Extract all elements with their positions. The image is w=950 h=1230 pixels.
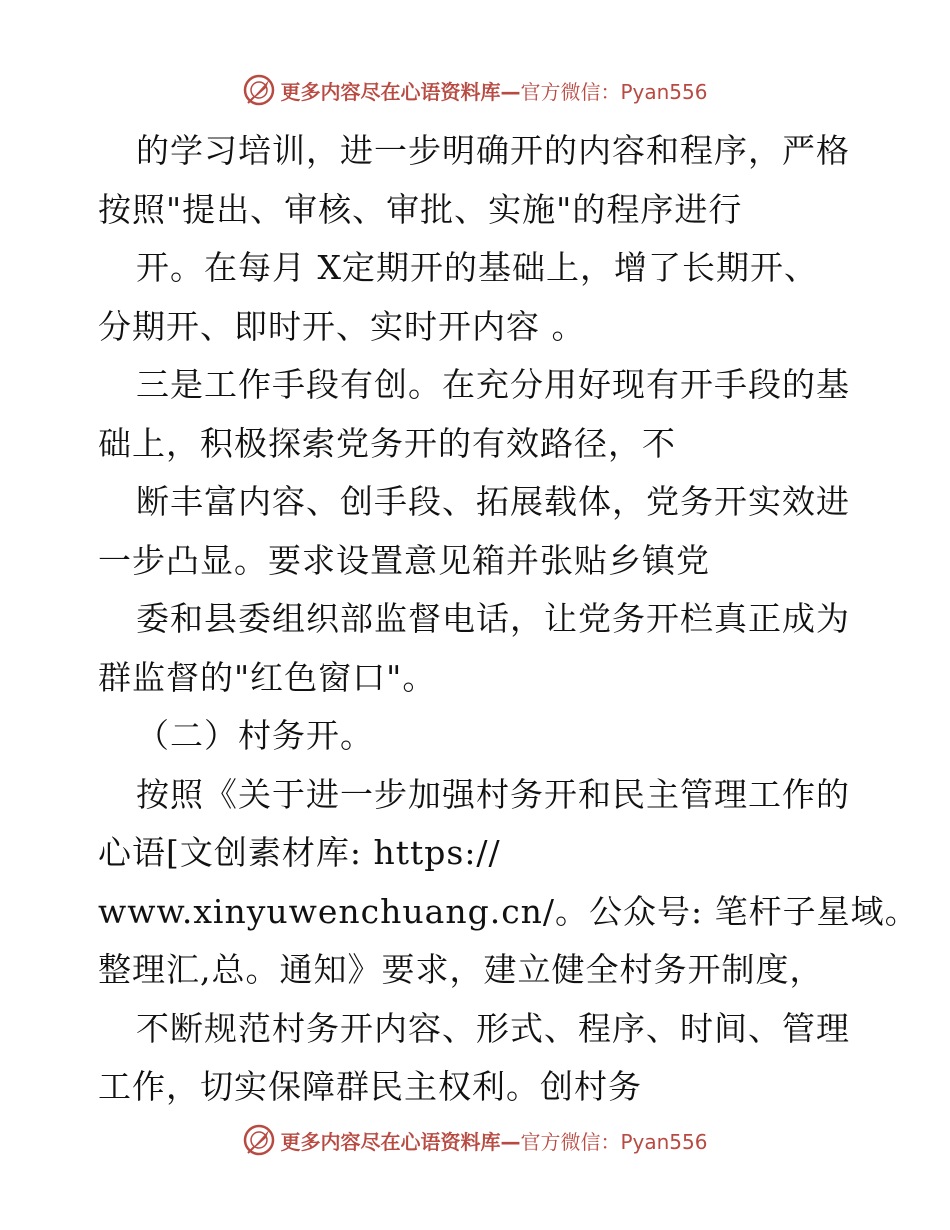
watermark-site-text: 更多内容尽在心语资料库 [280, 1129, 501, 1154]
quill-seal-icon [242, 1123, 276, 1157]
body-line: 的学习培训，进一步明确开的内容和程序，严格 [136, 131, 850, 170]
body-line: 一步凸显。要求设置意见箱并张贴乡镇党 [98, 540, 710, 580]
body-line: 础上，积极探索党务开的有效路径，不 [98, 423, 676, 463]
body-line: 断丰富内容、创手段、拓展载体，党务开实效进 [136, 482, 850, 521]
body-line: 整理汇,总。通知》要求，建立健全村务开制度， [98, 950, 824, 989]
body-line: 三是工作手段有创。在充分用好现有开手段的基 [136, 365, 850, 404]
watermark-wechat-text: 官方微信：Pyan556 [520, 79, 708, 104]
body-line: 按照"提出、审核、审批、实施"的程序进行 [98, 189, 743, 229]
body-line: 分期开、即时开、实时开内容 。 [98, 306, 586, 346]
watermark-site-text: 更多内容尽在心语资料库 [280, 79, 501, 104]
body-line: 群监督的"红色窗口"。 [98, 657, 437, 697]
body-line: 开。在每月 X定期开的基础上，增了长期开、 [136, 248, 818, 287]
watermark-separator: — [500, 1129, 521, 1154]
footer-watermark [0, 1120, 950, 1160]
body-line: 不断规范村务开内容、形式、程序、时间、管理 [136, 1008, 850, 1048]
watermark-separator: — [500, 79, 521, 104]
section-heading: （二）村务开。 [136, 716, 374, 755]
body-line: 委和县委组织部监督电话，让党务开栏真正成为 [136, 599, 850, 638]
body-line: 心语[文创素材库: https:// [98, 833, 501, 872]
header-watermark [0, 70, 950, 110]
watermark-text [280, 1126, 707, 1155]
document-body [98, 122, 919, 1117]
watermark-text [280, 76, 707, 105]
watermark-wechat-text: 官方微信：Pyan556 [520, 1129, 708, 1154]
body-line: 工作，切实保障群民主权利。创村务 [98, 1067, 642, 1106]
body-line: 按照《关于进一步加强村务开和民主管理工作的 [136, 774, 850, 814]
body-line: www.xinyuwenchuang.cn/。公众号: 笔杆子星域。 [98, 891, 919, 931]
quill-seal-icon [242, 73, 276, 107]
